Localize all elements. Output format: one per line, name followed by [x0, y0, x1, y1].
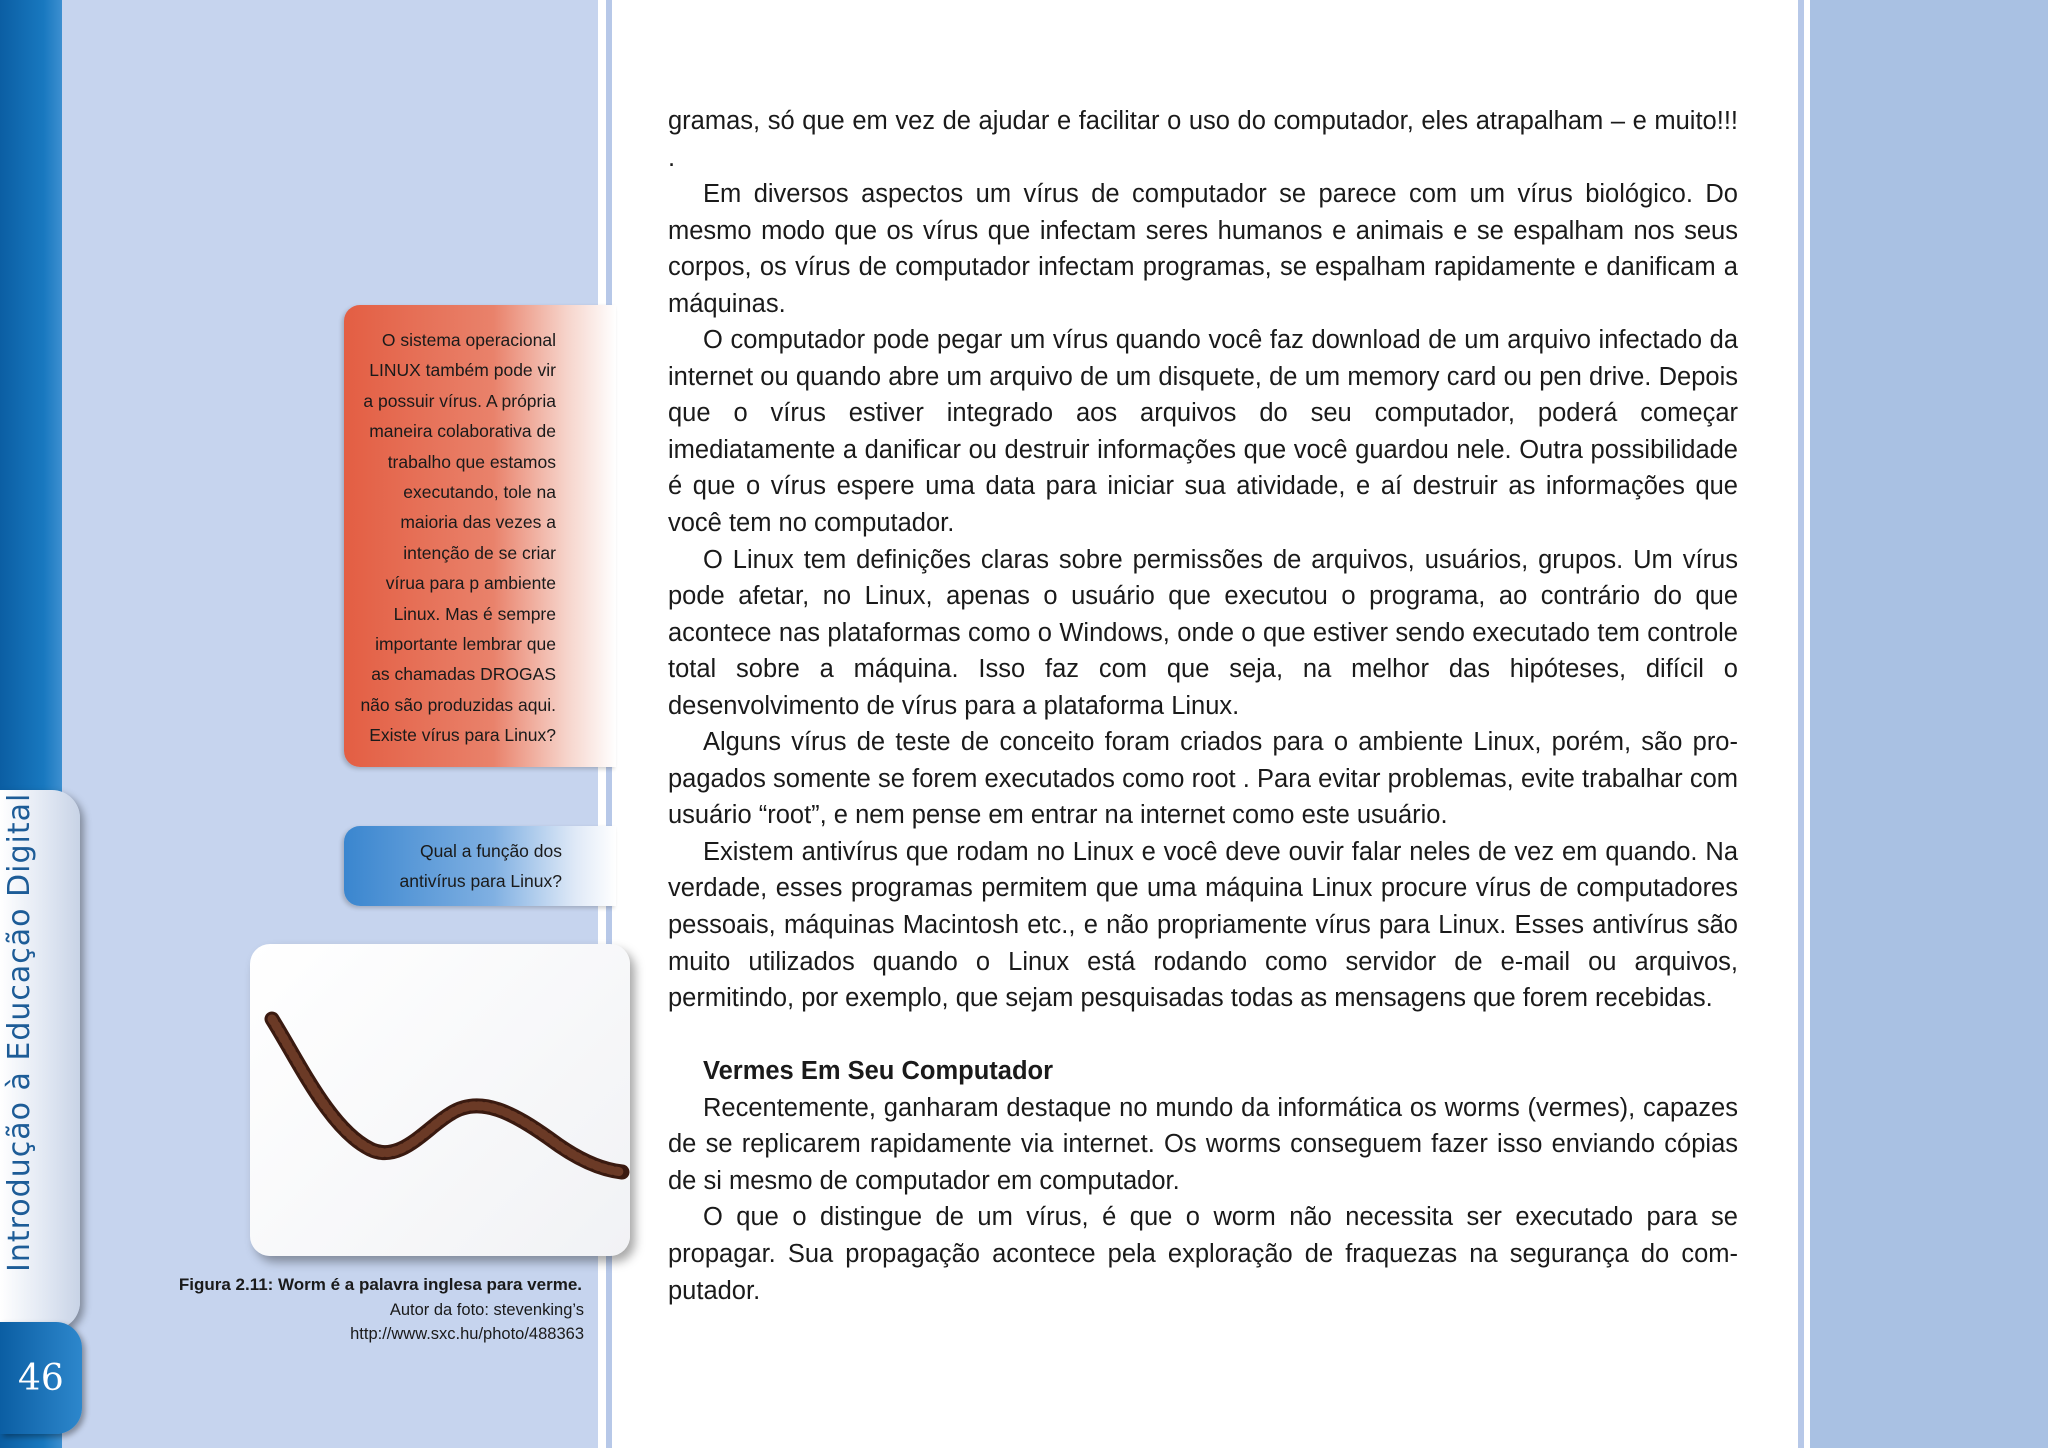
paragraph: O Linux tem definições claras sobre permissões de arquivos, usuários, grupos. Um vírus pode afetar, no Linux, apenas o usuário que executou o programa, ao contrário do que acontece nas plataformas como o Windows, onde o que estiver sendo executado tem controle total sobre a máquina. Isso faz com que seja, na melhor das hipóteses, difícil o desenvolvimento de vírus para a plataforma Linux. — [668, 545, 1738, 720]
paragraph: Existem antivírus que rodam no Linux e você deve ouvir falar neles de vez em quando. Na verdade, esses programas permitem que uma máquina Linux procure vírus de computadores pessoais, máquinas Macintosh etc., e não propriamente vírus para Linux. Esses antivírus são muito utilizados quando o Linux está rodando como servidor de e-mail ou arquivos, permitindo, por exemplo, que sejam pesquisadas todas as mensagens que forem recebidas. — [668, 837, 1738, 1013]
note-line: trabalho que estamos — [387, 451, 556, 472]
right-margin-band — [1810, 0, 2048, 1448]
note-line: O sistema operacional — [381, 330, 556, 350]
note-line: maneira colaborativa de — [369, 421, 556, 442]
section-heading: Vermes Em Seu Computador — [703, 1057, 1054, 1086]
paragraph: Em diversos aspectos um vírus de computador se parece com um vírus biológico. Do mesmo modo que os vírus que infectam seres humanos e animais e se espalham nos seus corpos, os vírus de computador infectam programas, se espalham rapidamente e danificam a máquinas. — [668, 180, 1738, 318]
side-note-blue-text — [360, 836, 562, 896]
paragraph: O computador pode pegar um vírus quando você faz download de um arquivo infectado da internet ou quando abre um arquivo de um disquete, de um memory card ou pen drive. Depois que o vírus estiver integrado aos arquivos do seu computador, poderá começar imediatamente a danificar ou destruir informações que você guardou nele. Outra possibilidade é que o vírus espere uma data para iniciar sua atividade, e aí destruir as informações que você tem no computador. — [668, 326, 1738, 538]
worm-photo — [250, 944, 630, 1256]
side-note-red-text — [350, 325, 556, 751]
book-title: Introdução à Educação Digital — [2, 792, 37, 1272]
worm-illustration — [250, 944, 630, 1256]
note-line: Qual a função dos — [419, 841, 562, 861]
figure-url: http://www.sxc.hu/photo/488363 — [350, 1325, 584, 1343]
note-line: importante lembrar que — [375, 634, 556, 655]
note-line: não são produzidas aqui. — [360, 694, 556, 715]
page-number: 46 — [18, 1358, 64, 1399]
paragraph: Recentemente, ganharam destaque no mundo da informática os worms (vermes), capazes de se replicarem rapidamente via internet. Os worms conseguem fazer isso enviando cópias de si mesmo de computador em computador. — [668, 1093, 1738, 1195]
note-line: as chamadas DROGAS — [371, 664, 556, 685]
note-line: maioria das vezes a — [400, 512, 556, 533]
note-line: Linux. Mas é sempre — [393, 603, 556, 624]
note-line: vírua para p ambiente — [385, 573, 556, 594]
figure-author: Autor da foto: stevenking’s — [389, 1301, 584, 1319]
note-line: a possuir vírus. A própria — [363, 390, 556, 411]
paragraph: O que o distingue de um vírus, é que o worm não necessita ser executado para se propagar. Sua propagação acontece pela exploração de fraquezas na segurança do computador. — [668, 1203, 1738, 1305]
figure-caption: Figura 2.11: Worm é a palavra inglesa para verme. — [178, 1275, 582, 1294]
paragraph: Alguns vírus de teste de conceito foram criados para o ambiente Linux, porém, são propagados somente se forem executados como root . Para evitar problemas, evite trabalhar com usuário “root”, e nem pense em entrar na internet como este usuário. — [668, 728, 1738, 830]
note-line: executando, tole na — [403, 482, 556, 503]
paragraph: gramas, só que em vez de ajudar e facilitar o uso do computador, eles atrapalham – e muito!!! . — [668, 107, 1738, 172]
note-line: LINUX também pode vir — [369, 360, 556, 381]
note-line: antivírus para Linux? — [399, 871, 562, 891]
note-line: intenção de se criar — [403, 542, 556, 563]
main-text — [668, 103, 1738, 1309]
note-line: Existe vírus para Linux? — [369, 725, 556, 746]
